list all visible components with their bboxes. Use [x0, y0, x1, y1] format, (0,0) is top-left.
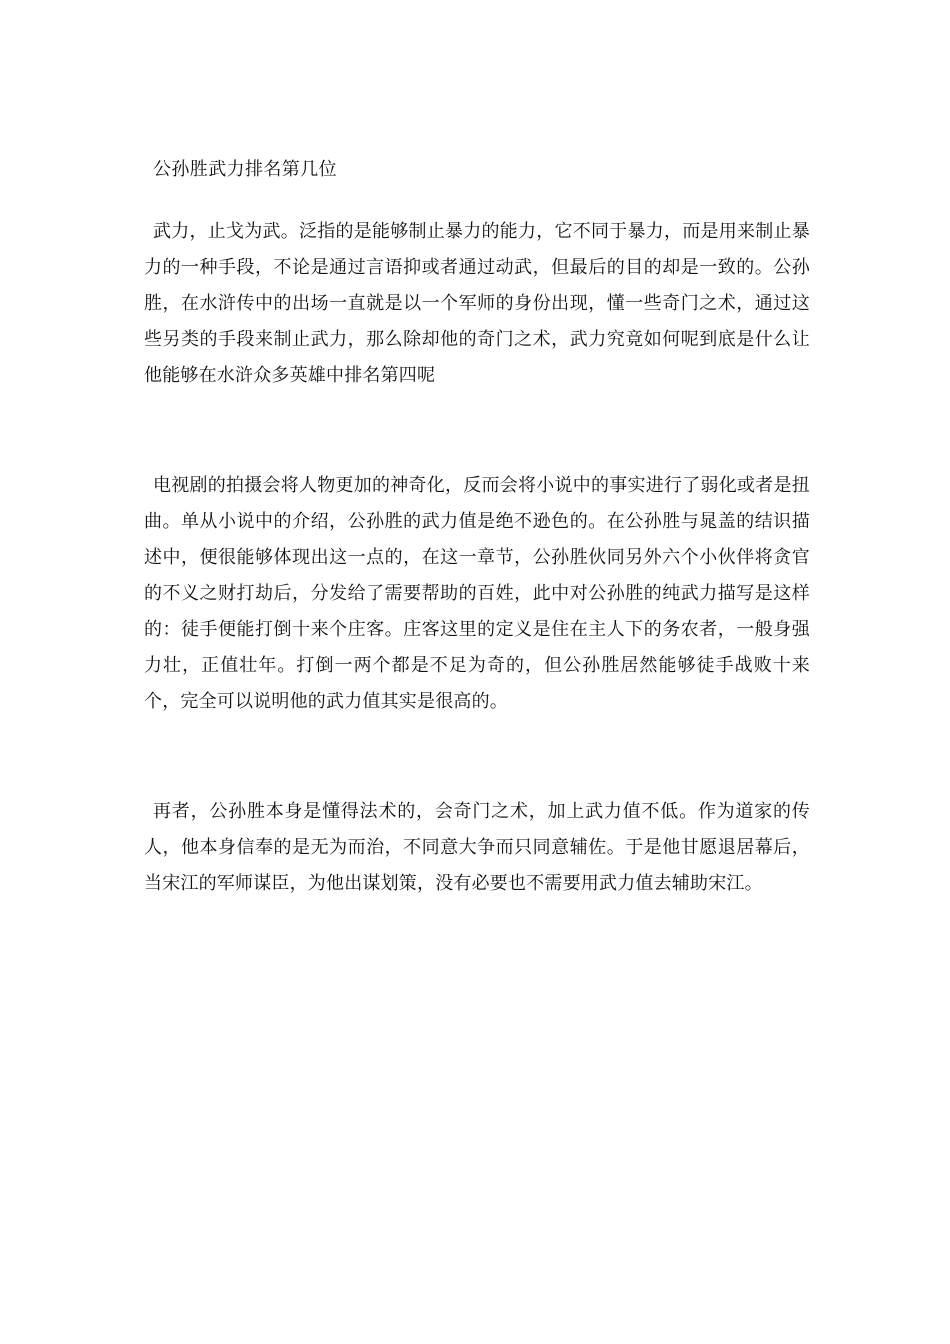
document-title: 公孙胜武力排名第几位	[153, 159, 337, 180]
paragraph-3: 再者，公孙胜本身是懂得法术的，会奇门之术，加上武力值不低。作为道家的传人，他本身信奉的是无为而治，不同意大争而只同意辅佐。于是他甘愿退居幕后，当宋江的军师谋臣，为他出谋划策，没有必要也不需要用武力值去辅助宋江。	[144, 801, 810, 894]
paragraph-2: 电视剧的拍摄会将人物更加的神奇化，反而会将小说中的事实进行了弱化或者是扭曲。单从小说中的介绍，公孙胜的武力值是绝不逊色的。在公孙胜与晁盖的结识描述中，便很能够体现出这一点的，在这一章节，公孙胜伙同另外六个小伙伴将贪官的不义之财打劫后，分发给了需要帮助的百姓，此中对公孙胜的纯武力描写是这样的：徒手便能打倒十来个庄客。庄客这里的定义是住在主人下的务农者，一般身强力壮，正值壮年。打倒一两个都是不足为奇的，但公孙胜居然能够徒手战败十来个，完全可以说明他的武力值其实是很高的。	[144, 475, 810, 712]
paragraph-1: 武力，止戈为武。泛指的是能够制止暴力的能力，它不同于暴力，而是用来制止暴力的一种手段，不论是通过言语抑或者通过动武，但最后的目的却是一致的。公孙胜，在水浒传中的出场一直就是以一个军师的身份出现，懂一些奇门之术，通过这些另类的手段来制止武力，那么除却他的奇门之术，武力究竟如何呢到底是什么让他能够在水浒众多英雄中排名第四呢	[144, 221, 810, 386]
document-body	[144, 152, 810, 902]
